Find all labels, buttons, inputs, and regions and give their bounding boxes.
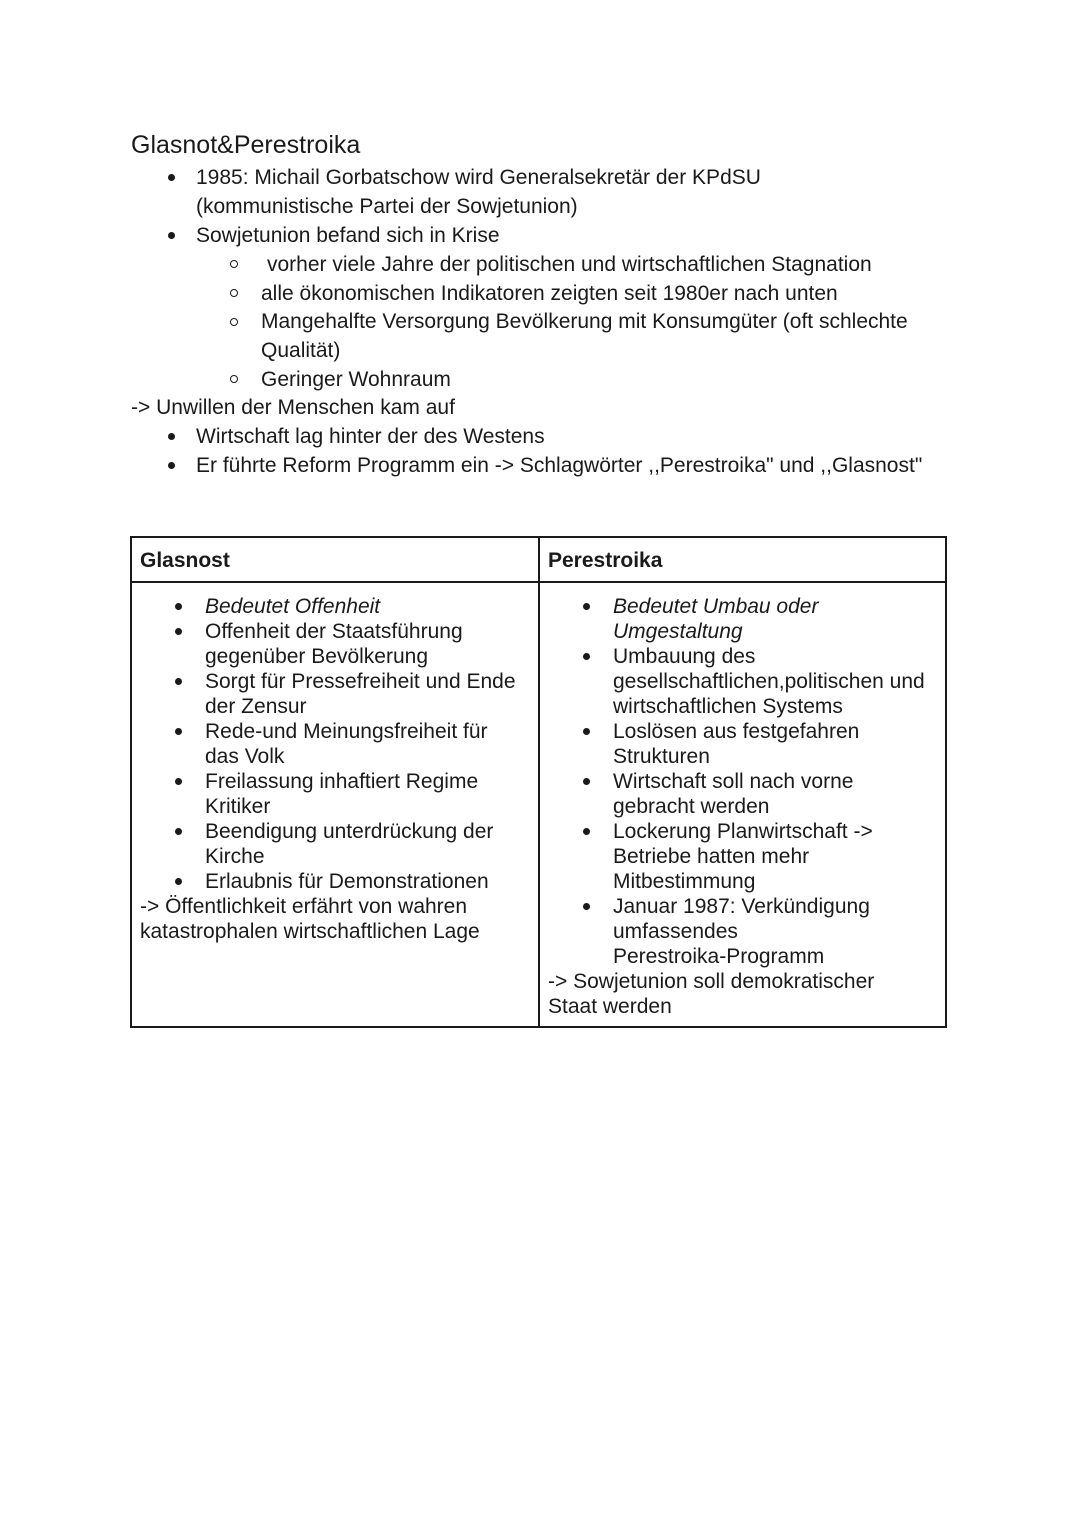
glasnost-line: Bedeutet Offenheit bbox=[205, 595, 381, 618]
perestroika-line: Bedeutet Umbau oder bbox=[613, 595, 819, 618]
bullet-icon bbox=[175, 778, 182, 785]
sub-bullet-icon bbox=[230, 260, 238, 268]
glasnost-conclusion: -> Öffentlichkeit erfährt von wahren bbox=[140, 895, 468, 918]
bullet-icon bbox=[583, 778, 590, 785]
bullet-icon bbox=[175, 603, 182, 610]
intro-sub-4: Geringer Wohnraum bbox=[261, 368, 451, 391]
glasnost-line: das Volk bbox=[205, 745, 285, 768]
bullet-icon bbox=[175, 678, 182, 685]
perestroika-line: wirtschaftlichen Systems bbox=[613, 695, 843, 718]
sub-bullet-icon bbox=[230, 375, 238, 383]
intro-arrow-line: -> Unwillen der Menschen kam auf bbox=[131, 396, 455, 419]
glasnost-line: Erlaubnis für Demonstrationen bbox=[205, 870, 489, 893]
intro-bullet-2: Sowjetunion befand sich in Krise bbox=[196, 224, 500, 247]
table-column-divider bbox=[538, 536, 540, 1028]
perestroika-line: Strukturen bbox=[613, 745, 710, 768]
sub-bullet-icon bbox=[230, 289, 238, 297]
bullet-icon bbox=[168, 433, 175, 440]
perestroika-conclusion: -> Sowjetunion soll demokratischer bbox=[548, 970, 875, 993]
table-header-perestroika: Perestroika bbox=[548, 549, 663, 572]
perestroika-line: umfassendes bbox=[613, 920, 738, 943]
glasnost-line: der Zensur bbox=[205, 695, 307, 718]
perestroika-line: Lockerung Planwirtschaft -> bbox=[613, 820, 873, 843]
intro-sub-3-line-1: Mangehalfte Versorgung Bevölkerung mit Konsumgüter (oft schlechte bbox=[261, 310, 908, 333]
sub-bullet-icon bbox=[230, 318, 238, 326]
perestroika-line: Umgestaltung bbox=[613, 620, 743, 643]
perestroika-conclusion: Staat werden bbox=[548, 995, 672, 1018]
bullet-icon bbox=[583, 653, 590, 660]
perestroika-line: Loslösen aus festgefahren bbox=[613, 720, 860, 743]
glasnost-line: gegenüber Bevölkerung bbox=[205, 645, 429, 668]
intro-sub-1: vorher viele Jahre der politischen und wirtschaftlichen Stagnation bbox=[267, 253, 872, 276]
intro-sub-2: alle ökonomischen Indikatoren zeigten seit 1980er nach unten bbox=[261, 282, 838, 305]
perestroika-line: Betriebe hatten mehr bbox=[613, 845, 810, 868]
glasnost-line: Beendigung unterdrückung der bbox=[205, 820, 494, 843]
perestroika-line: Umbauung des bbox=[613, 645, 756, 668]
bullet-icon bbox=[175, 628, 182, 635]
glasnost-line: Kritiker bbox=[205, 795, 271, 818]
glasnost-conclusion: katastrophalen wirtschaftlichen Lage bbox=[140, 920, 480, 943]
table-header-glasnost: Glasnost bbox=[140, 549, 230, 572]
glasnost-line: Rede-und Meinungsfreiheit für bbox=[205, 720, 488, 743]
glasnost-line: Sorgt für Pressefreiheit und Ende bbox=[205, 670, 516, 693]
bullet-icon bbox=[168, 462, 175, 469]
bullet-icon bbox=[583, 603, 590, 610]
perestroika-line: gebracht werden bbox=[613, 795, 770, 818]
table-header-divider bbox=[130, 581, 947, 583]
bullet-icon bbox=[583, 903, 590, 910]
intro-bullet-3: Wirtschaft lag hinter der des Westens bbox=[196, 425, 545, 448]
perestroika-line: Mitbestimmung bbox=[613, 870, 756, 893]
bullet-icon bbox=[175, 728, 182, 735]
intro-bullet-1-line-2: (kommunistische Partei der Sowjetunion) bbox=[196, 195, 578, 218]
glasnost-line: Kirche bbox=[205, 845, 265, 868]
glasnost-line: Freilassung inhaftiert Regime bbox=[205, 770, 479, 793]
perestroika-line: Januar 1987: Verkündigung bbox=[613, 895, 870, 918]
glasnost-line: Offenheit der Staatsführung bbox=[205, 620, 463, 643]
intro-bullet-4: Er führte Reform Programm ein -> Schlagwörter ,,Perestroika" und ,,Glasnost" bbox=[196, 454, 923, 477]
perestroika-line: Perestroika-Programm bbox=[613, 945, 825, 968]
perestroika-line: Wirtschaft soll nach vorne bbox=[613, 770, 854, 793]
bullet-icon bbox=[583, 728, 590, 735]
bullet-icon bbox=[168, 232, 175, 239]
bullet-icon bbox=[583, 828, 590, 835]
intro-bullet-1-line-1: 1985: Michail Gorbatschow wird Generalsekretär der KPdSU bbox=[196, 166, 761, 189]
bullet-icon bbox=[175, 828, 182, 835]
bullet-icon bbox=[168, 174, 175, 181]
perestroika-line: gesellschaftlichen,politischen und bbox=[613, 670, 925, 693]
intro-sub-3-line-2: Qualität) bbox=[261, 339, 341, 362]
page-title: Glasnot&Perestroika bbox=[131, 131, 361, 159]
bullet-icon bbox=[175, 878, 182, 885]
